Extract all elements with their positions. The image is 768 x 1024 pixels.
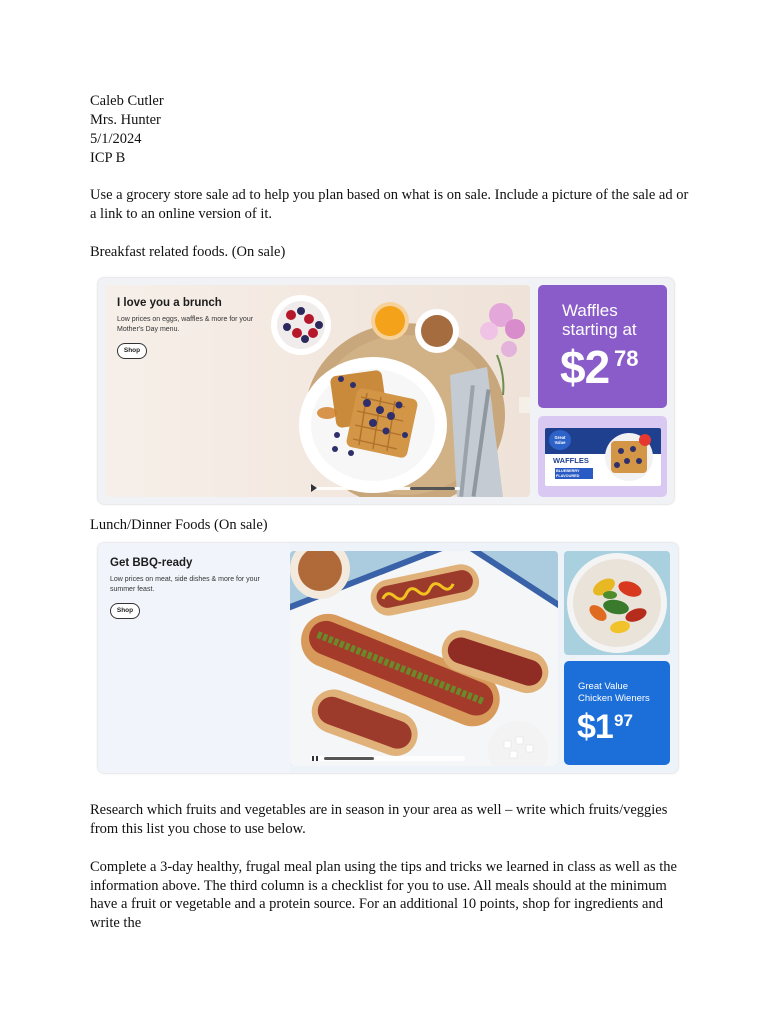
waffles-flavor: BLUEBERRY FLAVOURED xyxy=(555,468,593,479)
teacher-name: Mrs. Hunter xyxy=(90,112,161,128)
waffles-price-dollars: $2 xyxy=(560,341,610,393)
meal-plan-instructions: Complete a 3-day healthy, frugal meal plan using the tips and tricks we learned in class as well as the information above. The third column is a checklist for you to use. All meals should at the minimum have a fruit or vegetable and a protein source. For an additional 10 points, shop for ingredients and write the xyxy=(90,859,677,931)
brunch-banner[interactable] xyxy=(105,285,530,497)
bbq-sale-ad[interactable] xyxy=(98,543,678,773)
grilled-vegetables-image xyxy=(564,551,670,655)
research-instructions: Research which fruits and vegetables are in season in your area as well – write which fruits/veggies from this list you chose to use below. xyxy=(90,802,668,837)
breakfast-sale-ad[interactable] xyxy=(98,278,674,504)
waffle-plate-image xyxy=(599,431,659,483)
veggie-plate-card xyxy=(564,551,670,655)
lunch-dinner-heading: Lunch/Dinner Foods (On sale) xyxy=(90,517,268,533)
date: 5/1/2024 xyxy=(90,131,142,147)
hotdogs-image xyxy=(290,551,558,766)
sale-ad-instructions: Use a grocery store sale ad to help you plan based on what is on sale. Include a picture of the sale ad or a link to an online version of it. xyxy=(90,187,689,222)
waffles-price-cents: 78 xyxy=(614,346,639,371)
waffles-product-card[interactable] xyxy=(538,416,667,497)
wieners-promo-line-2: Chicken Wieners xyxy=(578,693,650,704)
class-name: ICP B xyxy=(90,150,126,166)
brunch-ad-subtitle: Low prices on eggs, waffles & more for your Mother's Day menu. xyxy=(117,316,254,333)
wieners-price-cents: 97 xyxy=(614,711,633,730)
bbq-text-panel[interactable] xyxy=(98,543,290,773)
waffles-promo-title: Waffles starting at xyxy=(562,301,637,339)
waffles-product-name: WAFFLES xyxy=(553,456,589,465)
bbq-ad-subtitle: Low prices on meat, side dishes & more for your summer feast. xyxy=(110,576,260,593)
breakfast-heading: Breakfast related foods. (On sale) xyxy=(90,244,286,260)
brunch-shop-button[interactable]: Shop xyxy=(117,343,147,359)
bbq-ad-title: Get BBQ-ready xyxy=(110,557,193,569)
brunch-ad-title: I love you a brunch xyxy=(117,297,222,309)
hotdog-image-panel xyxy=(290,551,558,766)
waffles-box xyxy=(545,428,661,486)
student-name: Caleb Cutler xyxy=(90,93,164,109)
bbq-shop-button[interactable]: Shop xyxy=(110,603,140,619)
chicken-wieners-price-card[interactable] xyxy=(564,661,670,765)
waffles-price-card[interactable] xyxy=(538,285,667,408)
wieners-price-dollars: $1 xyxy=(577,708,613,746)
wieners-promo-line-1: Great Value xyxy=(578,681,628,692)
waffles-brand-badge: Great Value xyxy=(549,430,571,450)
